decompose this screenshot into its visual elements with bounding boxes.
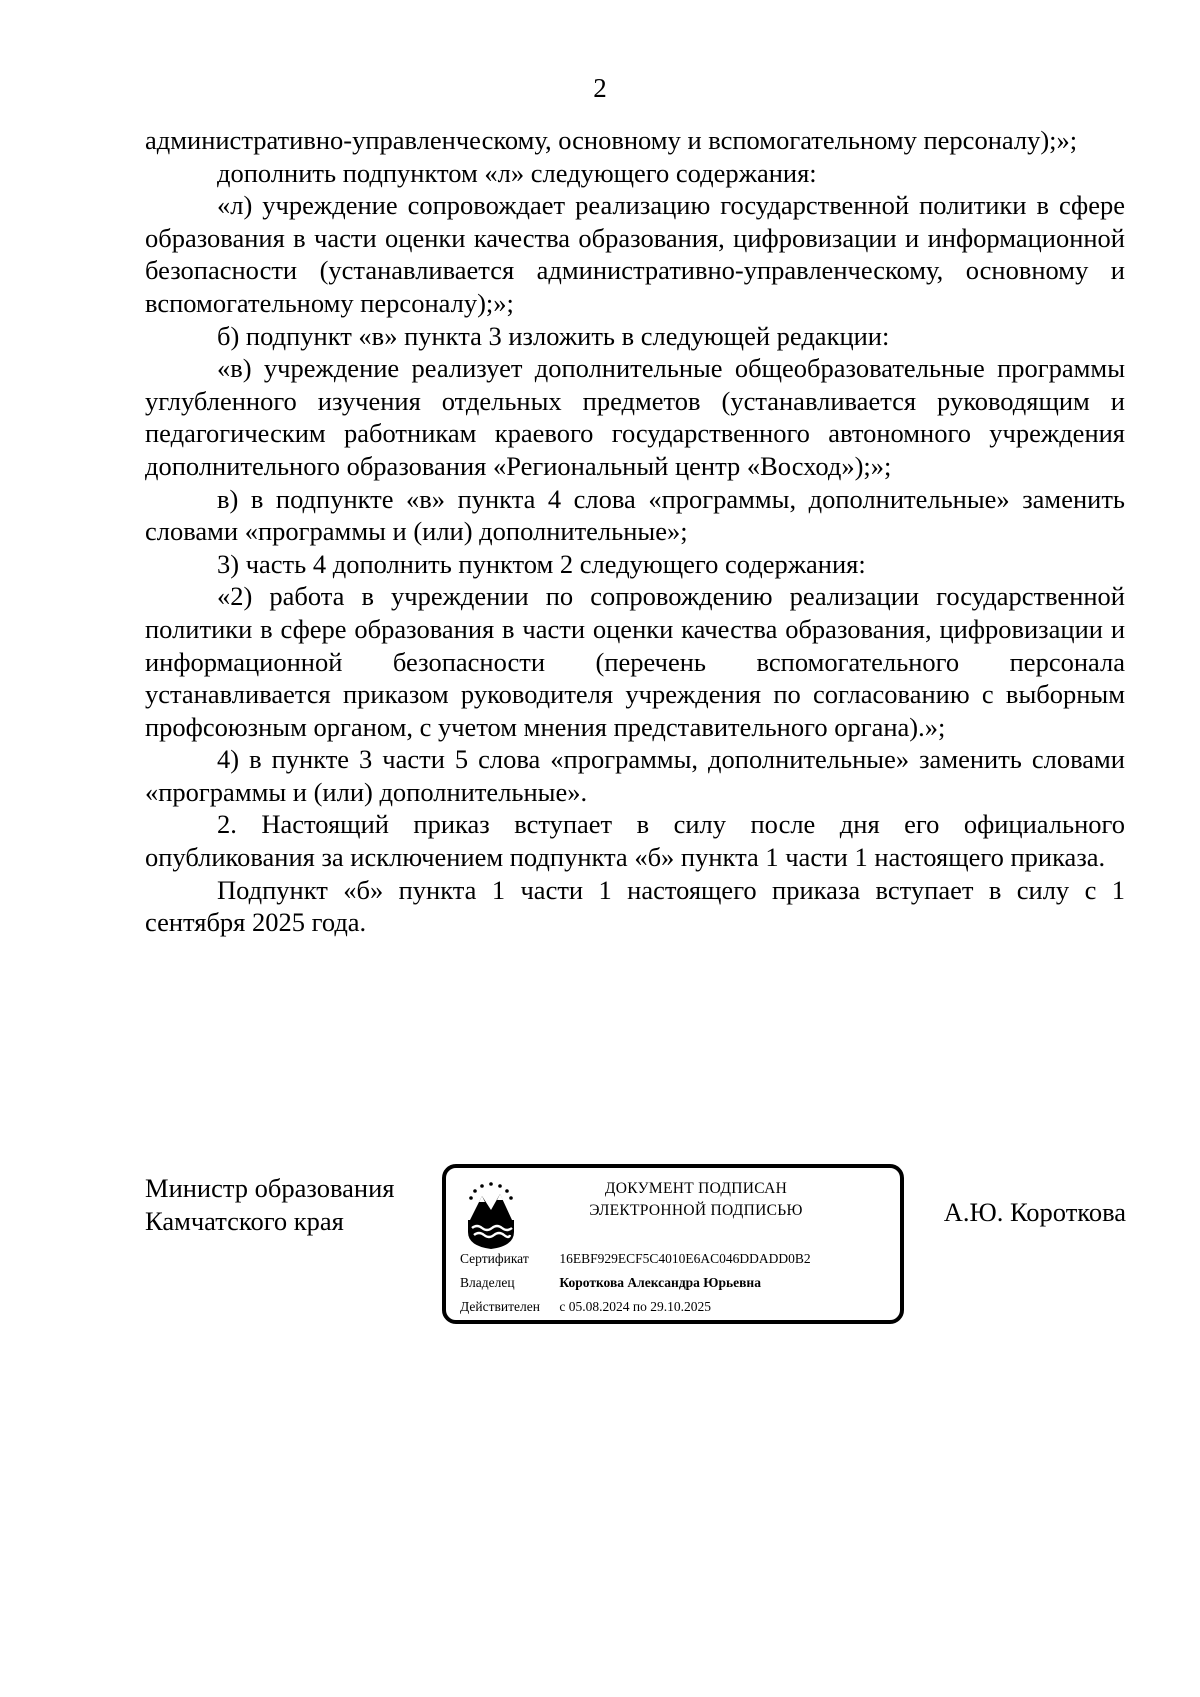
paragraph-9: 4) в пункте 3 части 5 слова «программы, дополнительные» заменить словами «программы и (или) дополнительные». [145,744,1125,807]
document-body [145,124,1125,939]
paragraph-3: «л) учреждение сопровождает реализацию государственной политики в сфере образования в части оценки качества образования, цифровизации и информационной безопасности (устанавливается административно-управленческому, основному и вспомогательному персоналу);»; [145,190,1125,318]
paragraph-4: б) подпункт «в» пункта 3 изложить в следующей редакции: [217,320,890,351]
paragraph-10: 2. Настоящий приказ вступает в силу после дня его официального опубликования за исключением подпункта «б» пункта 1 части 1 настоящего приказа. [145,809,1125,873]
signatory-position-line1: Министр образования [145,1173,395,1203]
stamp-validity-value: с 05.08.2024 по 29.10.2025 [559,1299,711,1314]
paragraph-5: «в) учреждение реализует дополнительные общеобразовательные программы углубленного изучения отдельных предметов (устанавливается руководящим и педагогическим работникам краевого государственного автономного учреждения дополнительного образования «Региональный центр «Восход»);»; [145,353,1125,481]
paragraph-1: административно-управленческому, основному и вспомогательному персоналу);»; [145,125,1078,155]
stamp-certificate-value: 16EBF929ECF5C4010E6AC046DDADD0B2 [559,1251,811,1266]
signatory-position [145,1172,394,1237]
paragraph-8: «2) работа в учреждении по сопровождению реализации государственной политики в сфере образования в части оценки качества образования, цифровизации и информационной безопасности (перечень вспомогательного персонала устанавливается приказом руководителя учреждения по согласованию с выборным профсоюзным органом, с учетом мнения представительного органа).»; [145,581,1125,742]
signatory-position-line2: Камчатского края [145,1205,344,1236]
paragraph-7: 3) часть 4 дополнить пунктом 2 следующего содержания: [217,548,866,579]
paragraph-2: дополнить подпунктом «л» следующего содержания: [217,157,817,188]
stamp-validity-row [460,1298,711,1316]
stamp-title-line2: ЭЛЕКТРОННОЙ ПОДПИСЬЮ [589,1202,803,1219]
stamp-owner-label: Владелец [460,1275,515,1290]
signatory-name: А.Ю. Короткова [943,1197,1126,1227]
stamp-owner-value: Короткова Александра Юрьевна [559,1275,761,1290]
stamp-certificate-label: Сертификат [460,1251,529,1266]
electronic-signature-stamp [442,1164,904,1324]
stamp-validity-label: Действителен [460,1299,540,1314]
paragraph-6: в) в подпункте «в» пункта 4 слова «программы, дополнительные» заменить словами «программы и (или) дополнительные»; [145,483,1125,547]
stamp-title [546,1178,846,1222]
paragraph-11: Подпункт «б» пункта 1 части 1 настоящего приказа вступает в силу с 1 сентября 2025 года. [145,874,1125,938]
stamp-owner-row [460,1274,761,1292]
stamp-title-line1: ДОКУМЕНТ ПОДПИСАН [604,1180,788,1197]
page-number: 2 [593,73,607,103]
stamp-certificate-row [460,1250,811,1268]
kamchatka-emblem-icon [462,1180,520,1250]
